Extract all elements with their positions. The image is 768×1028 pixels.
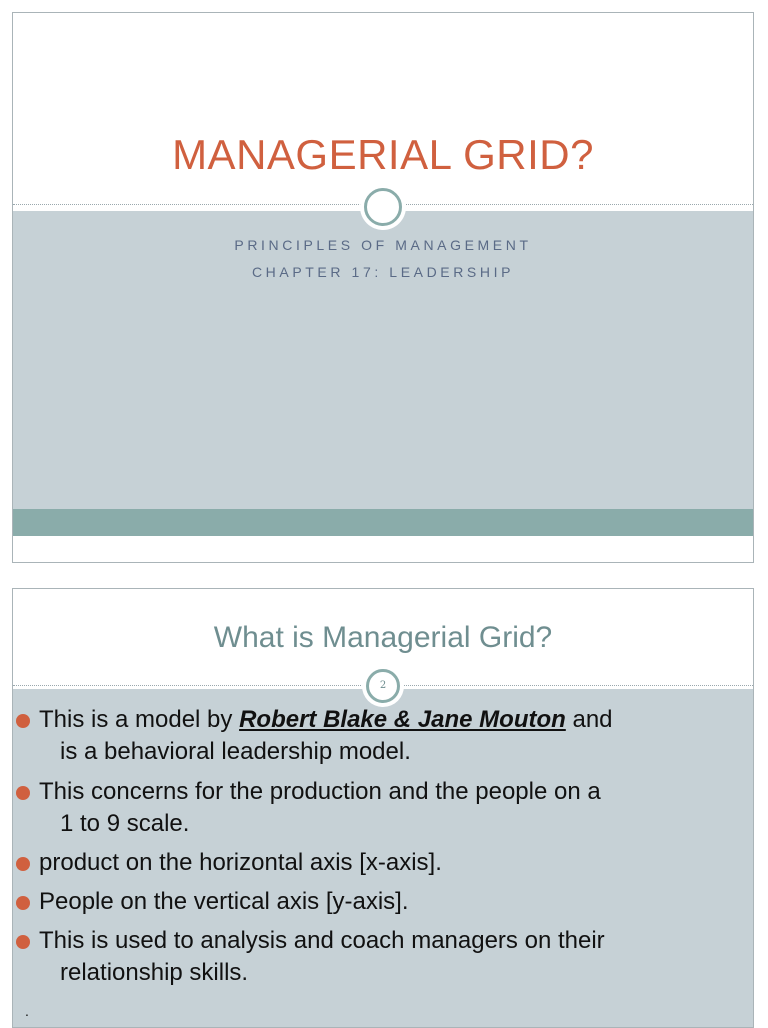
subtitle-chapter: CHAPTER 17: LEADERSHIP [251,264,515,280]
footer-band [13,509,753,536]
bullet-dot-icon [16,786,30,800]
bullet-dot-icon [16,896,30,910]
page-number-badge [366,669,400,703]
bullet-item [16,704,732,768]
bullet-continuation: 1 to 9 scale. [60,810,190,837]
bullet-text: People on the vertical axis [y-axis]. [39,888,409,915]
slide-title: What is Managerial Grid? [213,621,553,654]
bullet-text: This is used to analysis and coach managers on their [39,927,605,954]
title-slide [12,12,754,563]
slide-body [13,211,753,536]
bullet-text: and [565,706,613,733]
bullet-dot-icon [16,857,30,871]
bullet-item [16,925,732,989]
trailing-mark: . [25,1003,29,1019]
page-number: 2 [379,680,387,691]
bullet-text: product on the horizontal axis [x-axis]. [39,849,442,876]
bullet-item [16,847,732,879]
bullet-continuation: relationship skills. [60,959,249,986]
bullet-text: This concerns for the production and the people on a [39,778,601,805]
author-names: Robert Blake & Jane Mouton [239,706,566,733]
bullet-text: This is a model by [39,706,240,733]
bullet-item [16,886,732,918]
slide-title: MANAGERIAL GRID? [172,131,594,178]
subtitle-course: PRINCIPLES OF MANAGEMENT [234,237,532,253]
bullet-dot-icon [16,714,30,728]
bullet-dot-icon [16,935,30,949]
bullet-item [16,776,732,840]
circle-ornament-icon [364,188,402,226]
bullet-continuation: is a behavioral leadership model. [60,738,411,765]
